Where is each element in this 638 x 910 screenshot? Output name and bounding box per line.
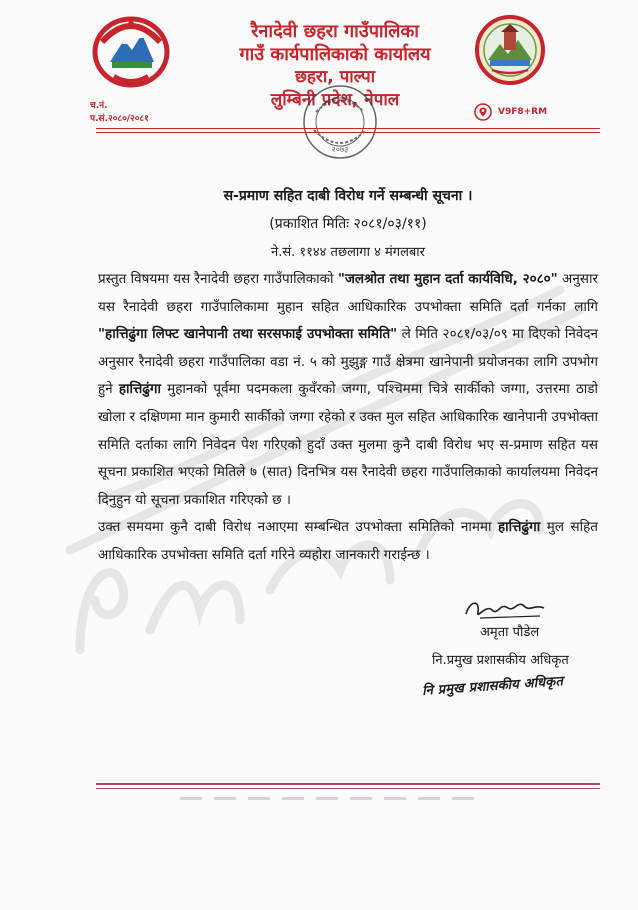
office-name: रैनादेवी छहरा गाउँपालिका: [251, 21, 419, 42]
municipality-logo: [474, 14, 546, 86]
reference-label: च.नं.: [90, 101, 108, 111]
nepal-emblem-logo: [90, 14, 172, 88]
plus-code: V9F8+RM: [498, 107, 548, 117]
plus-code-block: [474, 103, 547, 121]
signatory-stamp: नि प्रमुख प्रशासकीय अधिकृत: [421, 674, 564, 699]
reference-number: प.सं.२०८०/२०८१: [90, 114, 149, 124]
notice-paragraph-2: उक्त समयमा कुनै दाबी विरोध नआएमा सम्बन्धित उपभोक्ता समितिको नाममा हात्तिढुंगा मुल सहित आधिकारिक उपभोक्ता समिति दर्ता गरिने व्यहोरा जानकारी गराईन्छ ।: [98, 519, 598, 563]
header-divider-thin: [96, 132, 600, 133]
location-pin-icon: [474, 103, 492, 121]
source-name: हात्तिढुंगा: [118, 381, 162, 398]
notice-body: [98, 266, 598, 570]
footer-divider: [96, 783, 600, 785]
office-location: छहरा, पाल्पा: [294, 67, 376, 87]
footer-faint-text: [180, 797, 480, 800]
published-date: (प्रकाशित मितिः २०८१/०३/११): [269, 216, 427, 232]
header-divider: [96, 128, 600, 129]
procedure-name: "जलश्रोत तथा मुहान दर्ता कार्यविधि, २०८०": [337, 271, 558, 287]
signatory-name: अमृता पौडेल: [480, 625, 540, 640]
notice-title: स-प्रमाण सहित दाबी विरोध गर्ने सम्बन्धी सूचना ।: [223, 188, 473, 204]
office-seal-stamp: [300, 82, 380, 162]
office-province: लुम्बिनी प्रदेश, नेपाल: [270, 90, 400, 110]
nepal-sambat-date: ने.सं. ११४४ तछलागा ४ मंगलबार: [270, 245, 425, 260]
reference-block: [90, 100, 149, 126]
seal-number: २०७३: [331, 145, 349, 154]
committee-name: "हात्तिढुंगा लिफ्ट खानेपानी तथा सरसफाई उपभोक्ता समिति": [98, 326, 398, 343]
notice-paragraph-1: प्रस्तुत विषयमा यस रैनादेवी छहरा गाउँपालिकाको "जलश्रोत तथा मुहान दर्ता कार्यविधि, २०८०" अनुसार यस रैनादेवी छहरा गाउँपालिकामा मुहान सहित आधिकारिक उपभोक्ता समिति दर्ता गर्नका लागि "हात्तिढुंगा लिफ्ट खानेपानी तथा सरसफाई उपभोक्ता समिति" ले मिति २०८१/०३/०९ मा दिएको निवेदन अनुसार रैनादेवी छहरा गाउँपालिका वडा नं. ५ को मुझुङ्ग गाउँ क्षेत्रमा खानेपानी प्रयोजनका लागि उपभोग हुने हात्तिढुंगा मुहानको पूर्वमा पदमकला कुवँरको जग्गा, पश्चिममा चित्रे सार्कीको जग्गा, उत्तरमा ठाडो खोला र दक्षिणमा मान कुमारी सार्कीको जग्गा रहेको र उक्त मुल सहित आधिकारिक खानेपानी उपभोक्ता समिति दर्ताका लागि निवेदन पेश गरिएको हुदाँ उक्त मुलमा कुनै दाबी विरोध भए स-प्रमाण सहित यस सूचना प्रकाशित भएको मितिले ७ (सात) दिनभित्र यस रैनादेवी छहरा गाउँपालिकाको कार्यालयमा निवेदन दिनुहुन यो सूचना प्रकाशित गरिएको छ ।: [98, 271, 599, 508]
footer-divider-thin: [96, 788, 600, 789]
signatory-title: नि.प्रमुख प्रशासकीय अधिकृत: [432, 653, 569, 668]
office-subtitle: गाउँ कार्यपालिकाको कार्यालय: [239, 44, 431, 65]
source-name-2: हात्तिढुंगा: [498, 519, 541, 536]
